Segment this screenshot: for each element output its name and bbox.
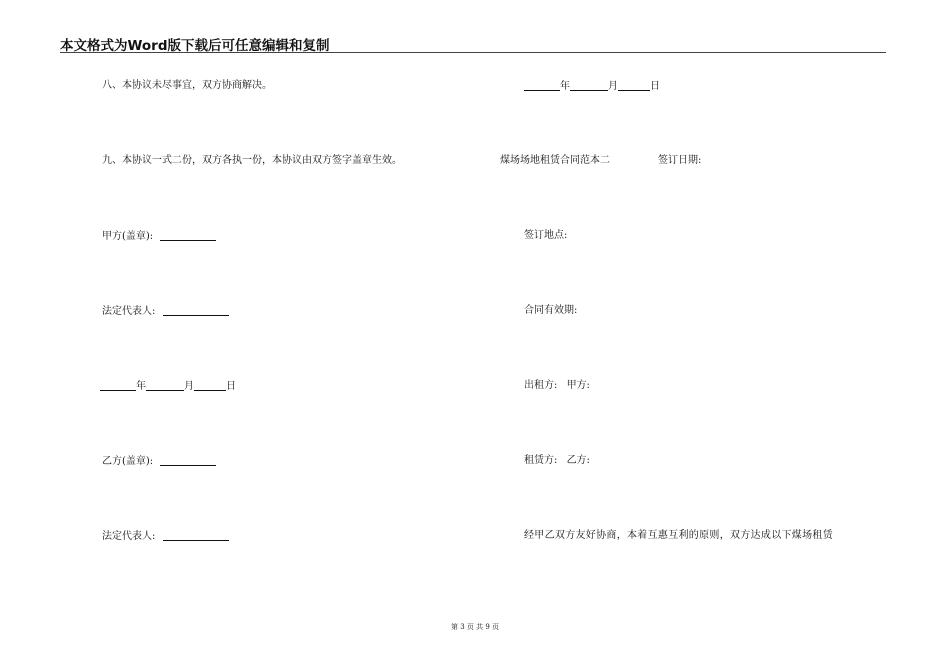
lessor-label: 出租方: xyxy=(524,380,558,391)
right-date-line xyxy=(524,80,660,93)
left-day-label: 日 xyxy=(226,381,236,392)
sign-place-label: 签订地点: xyxy=(524,230,568,241)
lessee-line xyxy=(524,455,590,467)
clause-9: 九、本协议一式二份，双方各执一份，本协议由双方签字盖章生效。 xyxy=(102,155,402,166)
document-header-title: 本文格式为Word版下载后可任意编辑和复制 xyxy=(60,38,330,54)
party-b-seal-line xyxy=(102,455,216,468)
sign-date-label: 签订日期: xyxy=(658,155,702,166)
right-day-blank xyxy=(618,80,650,91)
left-month-blank xyxy=(146,380,184,391)
party-a-seal-label: 甲方(盖章): xyxy=(102,231,154,242)
party-b-seal-label: 乙方(盖章): xyxy=(102,456,154,467)
party-a-seal-blank xyxy=(160,230,216,241)
legal-rep-2-label: 法定代表人: xyxy=(102,531,156,542)
legal-rep-2-blank xyxy=(163,530,229,541)
lessor-line xyxy=(524,380,590,392)
left-year-blank xyxy=(100,380,136,391)
right-month-blank xyxy=(570,80,608,91)
right-month-label: 月 xyxy=(608,81,618,92)
contract-intro: 经甲乙双方友好协商，本着互惠互利的原则，双方达成以下煤场租赁 xyxy=(524,530,833,541)
right-year-blank xyxy=(524,80,560,91)
contract-title: 煤场场地租赁合同范本二 xyxy=(500,155,610,166)
legal-rep-1-line xyxy=(102,305,229,318)
party-b-seal-blank xyxy=(160,455,216,466)
lessee-party: 乙方: xyxy=(566,455,590,466)
legal-rep-1-blank xyxy=(163,305,229,316)
legal-rep-1-label: 法定代表人: xyxy=(102,306,156,317)
left-month-label: 月 xyxy=(184,381,194,392)
valid-period-label: 合同有效期: xyxy=(524,305,578,316)
party-a-seal-line xyxy=(102,230,216,243)
page-number: 第 3 页 共 9 页 xyxy=(450,623,500,631)
right-year-label: 年 xyxy=(560,81,570,92)
lessee-label: 租赁方: xyxy=(524,455,558,466)
clause-8: 八、本协议未尽事宜，双方协商解决。 xyxy=(102,80,272,91)
left-year-label: 年 xyxy=(136,381,146,392)
left-date-line xyxy=(100,380,236,393)
lessor-party: 甲方: xyxy=(566,380,590,391)
legal-rep-2-line xyxy=(102,530,229,543)
right-day-label: 日 xyxy=(650,81,660,92)
left-day-blank xyxy=(194,380,226,391)
header-divider xyxy=(60,52,886,53)
